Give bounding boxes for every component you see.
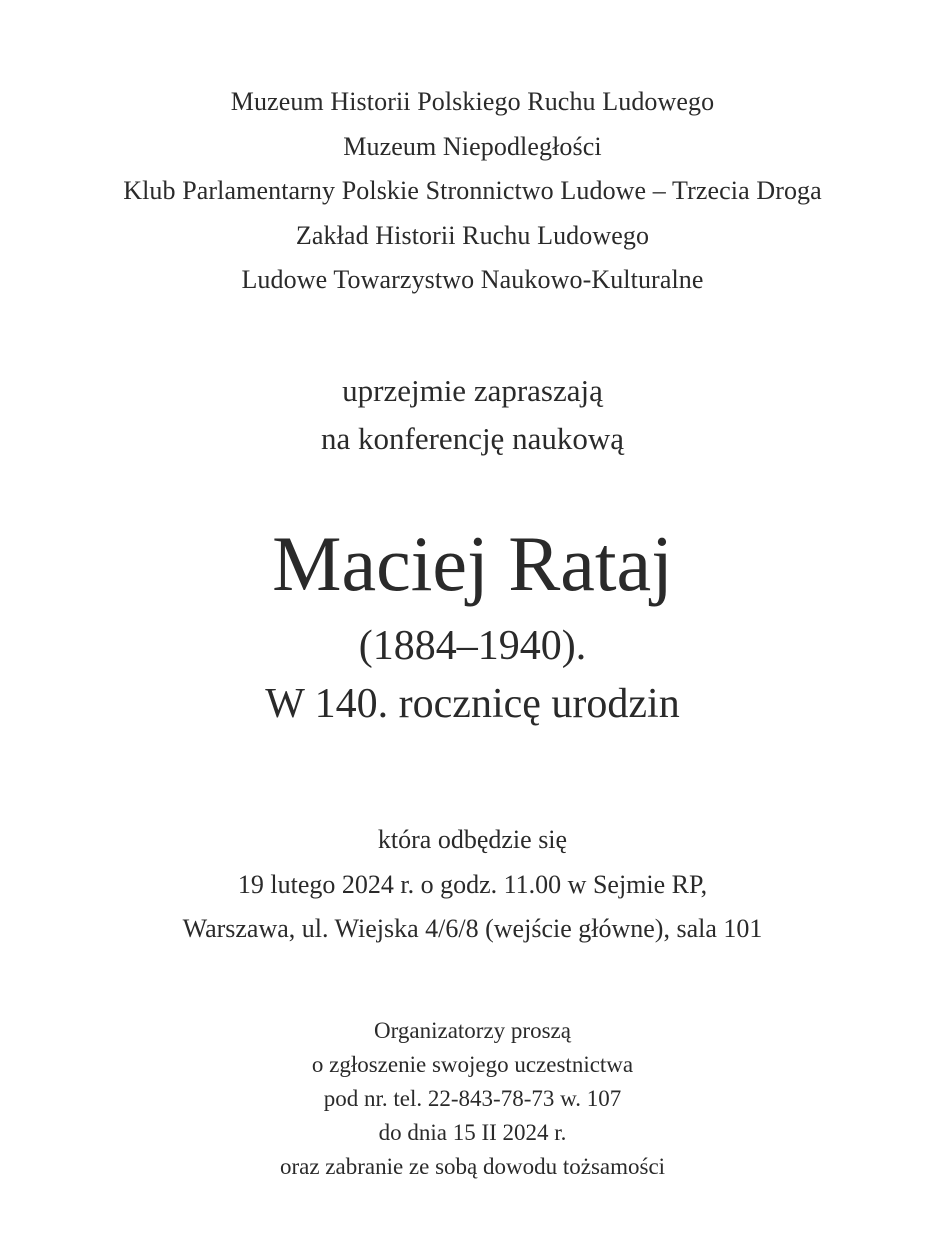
registration-line-1: Organizatorzy proszą xyxy=(374,1018,571,1043)
registration-request xyxy=(0,1014,945,1184)
conference-title xyxy=(0,508,945,734)
event-date-time: 19 lutego 2024 r. o godz. 11.00 w Sejmie RP, xyxy=(237,869,708,899)
invitation-line-1: uprzejmie zapraszają xyxy=(342,373,603,408)
event-details-line-1: która odbędzie się xyxy=(377,825,568,854)
title-name: Maciej Rataj xyxy=(272,520,673,607)
organizer-museum-peasant-movement: Muzeum Historii Polskiego Ruchu Ludowego xyxy=(230,87,715,116)
invitation-line-2: na konferencję naukową xyxy=(321,421,624,456)
organizer-history-department: Zakład Historii Ruchu Ludowego xyxy=(295,220,650,250)
organizer-museum-independence: Muzeum Niepodległości xyxy=(343,131,602,161)
registration-id-note: oraz zabranie ze sobą dowodu tożsamości xyxy=(279,1154,666,1179)
organizers-list xyxy=(0,80,945,303)
registration-phone: pod nr. tel. 22-843-78-73 w. 107 xyxy=(323,1086,622,1111)
title-anniversary: W 140. rocznicę urodzin xyxy=(265,681,680,727)
organizer-scientific-society: Ludowe Towarzystwo Naukowo-Kulturalne xyxy=(241,265,704,294)
registration-deadline: do dnia 15 II 2024 r. xyxy=(378,1120,567,1145)
event-details xyxy=(0,818,945,952)
event-location: Warszawa, ul. Wiejska 4/6/8 (wejście główne), sala 101 xyxy=(182,914,763,943)
invitation-text xyxy=(0,367,945,463)
registration-line-2: o zgłoszenie swojego uczestnictwa xyxy=(311,1052,634,1077)
title-years: (1884–1940). xyxy=(358,623,587,669)
organizer-parliamentary-club: Klub Parlamentarny Polskie Stronnictwo Ludowe – Trzecia Droga xyxy=(123,176,822,205)
